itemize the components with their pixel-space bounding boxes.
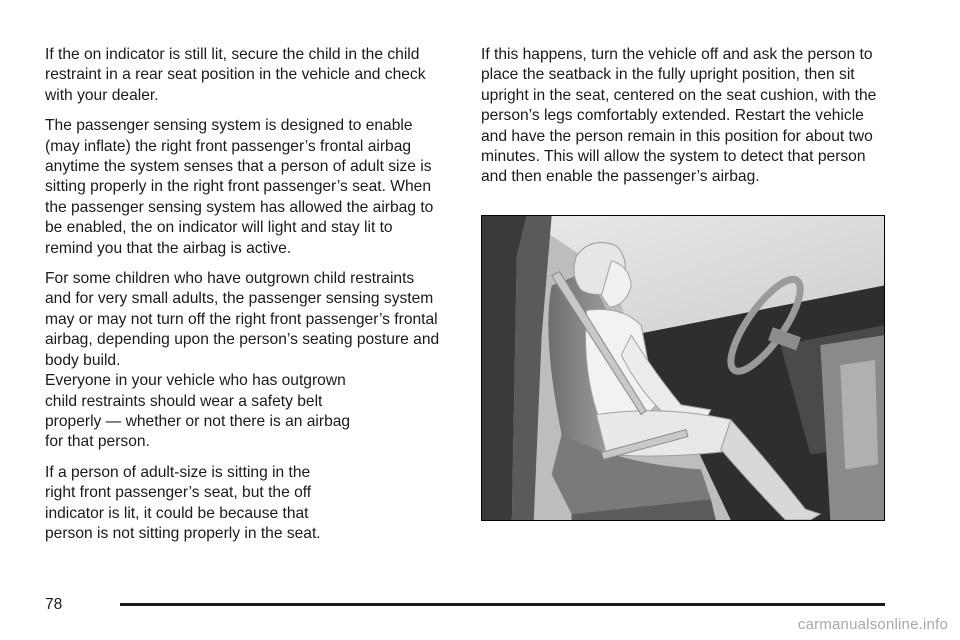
- left-column: [45, 45, 440, 554]
- seated-passenger-illustration: [481, 215, 885, 521]
- paragraph-if-this-happens: If this happens, turn the vehicle off and ask the person to place the seatback in the fully upright position, then sit upright in the seat, centered on the seat cushion, with the person’s legs comfortably extended. Restart the vehicle and have the person remain in this position for about two minutes. This will allow the system to detect that person and then enable the passenger’s airbag.: [481, 46, 877, 186]
- paragraph-outgrown-restraints: For some children who have outgrown child restraints and for very small adults, the passenger sensing system may or may not turn off the right front passenger’s frontal airbag, depending upon the person’s seating posture and body build. Everyone in your vehicle who has outgrown child restraints should wear a safety belt properly — whether or not there is an airbag for that person.: [45, 270, 440, 451]
- watermark: carmanualsonline.info: [797, 616, 948, 633]
- footer-divider: [120, 603, 885, 606]
- paragraph-indicator-still-lit: If the on indicator is still lit, secure the child in the child restraint in a rear seat position in the vehicle and check with your dealer.: [45, 46, 426, 104]
- paragraph-adult-size: If a person of adult-size is sitting in the right front passenger’s seat, but the off indicator is lit, it could be because that person is not sitting properly in the seat.: [45, 463, 321, 542]
- right-column: [481, 45, 891, 198]
- page-number: 78: [45, 596, 63, 613]
- paragraph-sensing-system: The passenger sensing system is designed to enable (may inflate) the right front passenger’s frontal airbag anytime the system senses that a person of adult size is sitting properly in the right front passenger’s seat. When the passenger sensing system has allowed the airbag to be enabled, the on indicator will light and stay lit to remind you that the airbag is active.: [45, 117, 434, 257]
